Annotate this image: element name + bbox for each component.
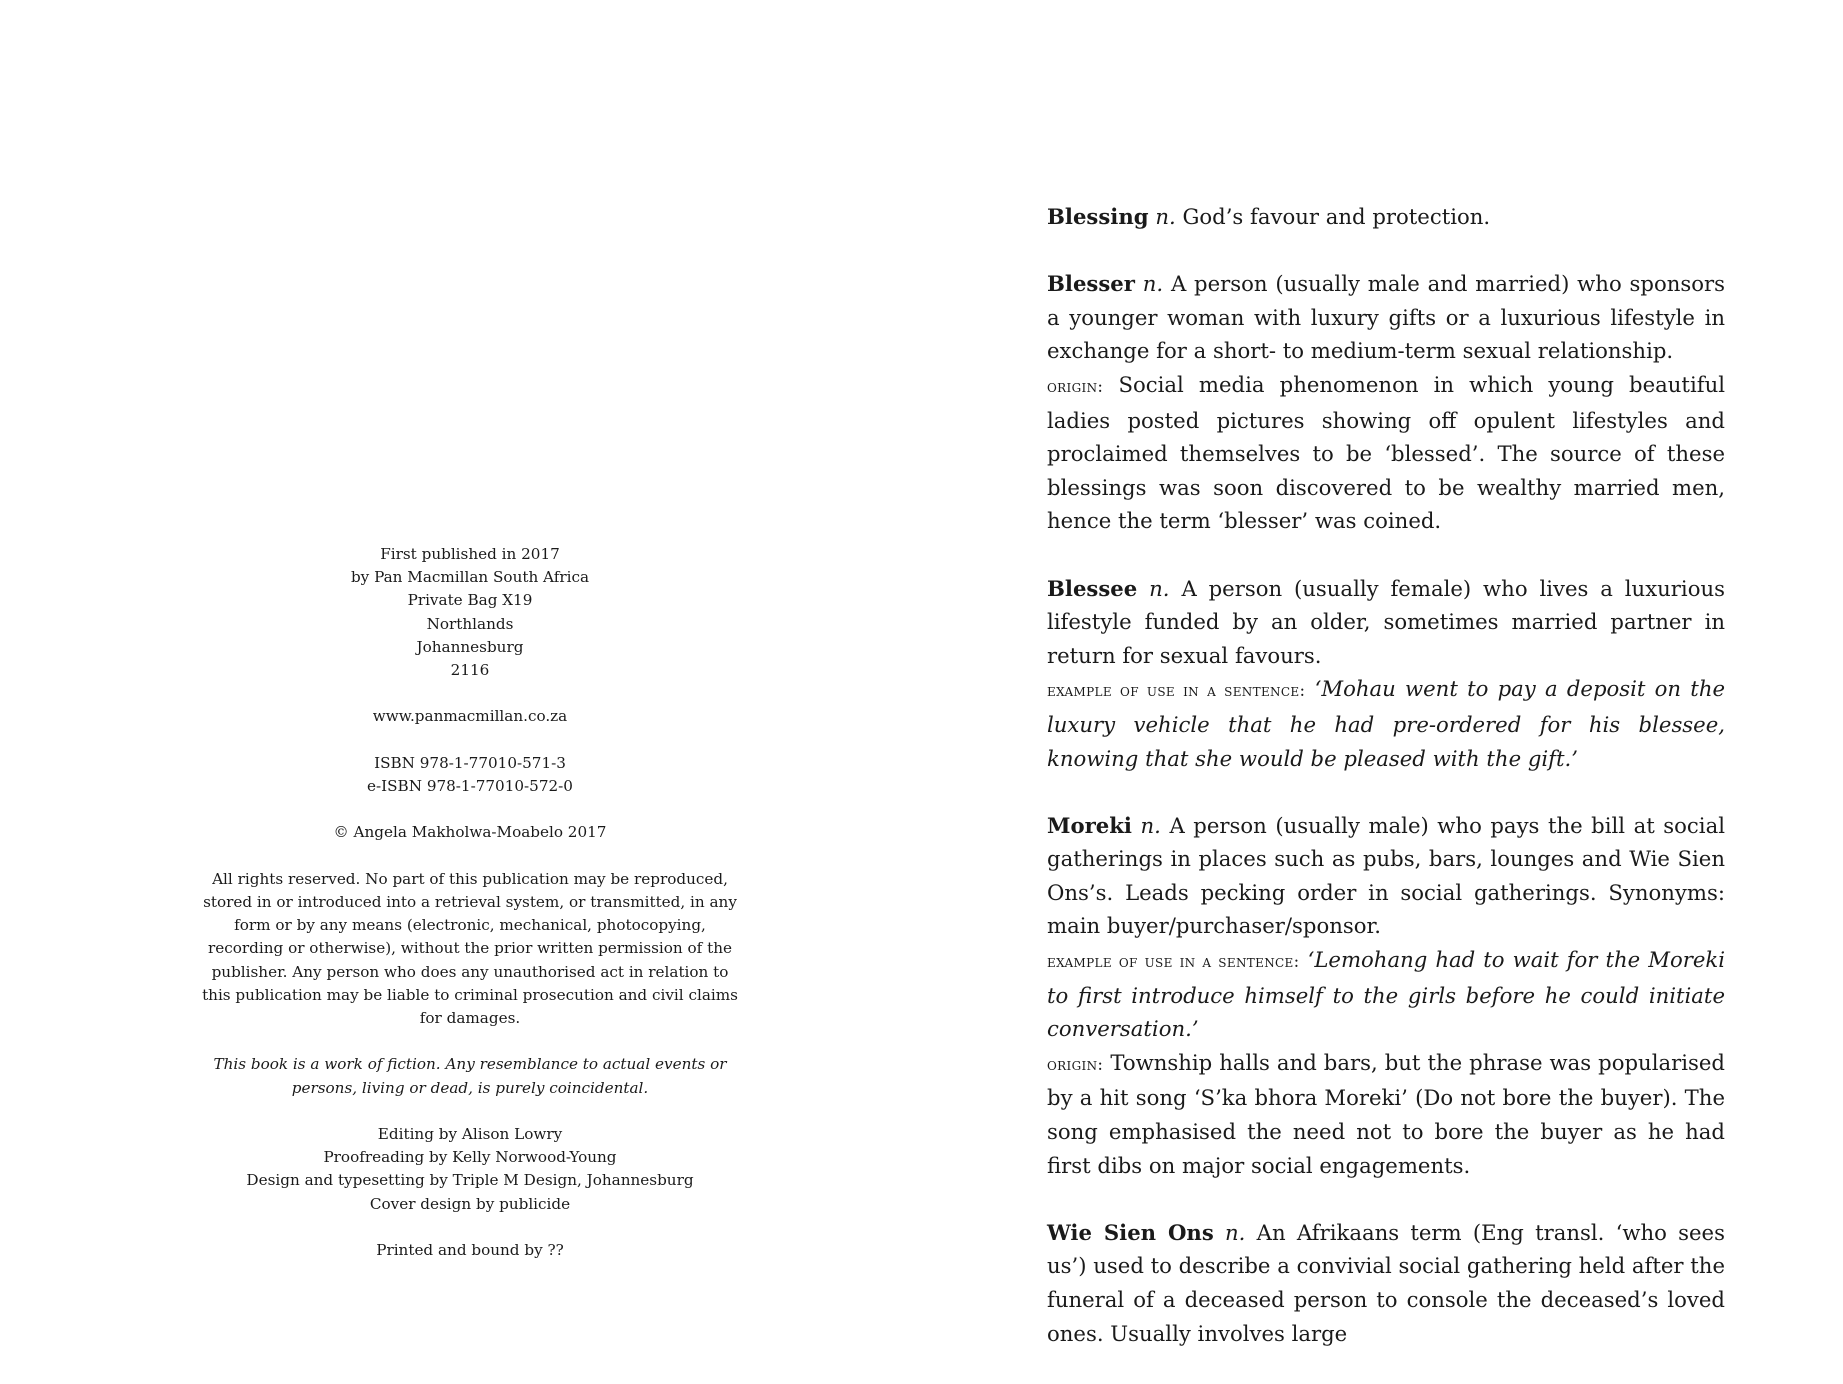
- entry-term: Moreki: [1047, 812, 1132, 838]
- glossary-entry-wie-sien-ons: [1047, 1216, 1725, 1350]
- entry-example: ‘Lemohang had to wait for the Moreki to first introduce himself to the girls before he could initiate conversation.’: [1047, 947, 1725, 1042]
- rights-statement: All rights reserved. No part of this publication may be reproduced, stored in or introduced into a retrieval system, or transmitted, in any form or by any means (electronic, mechanical, photocopying, recording or otherwise), without the prior written permission of the publisher. Any person who does any unauthorised act in relation to this publication may be liable to criminal prosecution and civil claims for damages.: [202, 869, 738, 1027]
- e-isbn: e-ISBN 978-1-77010-572-0: [367, 777, 573, 795]
- entry-definition: A person (usually female) who lives a luxurious lifestyle funded by an older, sometimes married partner in return for sexual favours.: [1047, 575, 1725, 668]
- part-of-speech: n.: [1142, 271, 1164, 297]
- entry-term: Blessing: [1047, 204, 1149, 229]
- glossary-entry-moreki: [1047, 809, 1725, 1183]
- part-of-speech: n.: [1155, 204, 1176, 229]
- part-of-speech: n.: [1225, 1219, 1246, 1245]
- isbn: ISBN 978-1-77010-571-3: [374, 753, 566, 772]
- entry-term: Wie Sien Ons: [1047, 1219, 1214, 1245]
- publisher-line: Private Bag X19: [407, 591, 533, 610]
- entry-definition: A person (usually male) who pays the bill at social gatherings in places such as pubs, bars, lounges and Wie Sien Ons’s. Leads pecking order in social gatherings. Synonyms: main buyer/purchaser/sponsor.: [1047, 812, 1725, 939]
- glossary: [1047, 200, 1725, 1384]
- publisher-line: First published in 2017: [380, 545, 560, 563]
- fiction-disclaimer: This book is a work of fiction. Any resemblance to actual events or persons, living or dead, is purely coincidental.: [213, 1055, 727, 1097]
- credit-line: Proofreading by Kelly Norwood-Young: [323, 1148, 617, 1167]
- copyright-imprint: [200, 543, 740, 1262]
- part-of-speech: n.: [1140, 812, 1161, 838]
- origin-label: origin:: [1047, 1054, 1104, 1074]
- printer-line: Printed and bound by ??: [376, 1240, 564, 1259]
- example-label: example of use in a sentence:: [1047, 681, 1306, 701]
- credit-line: Cover design by publicide: [369, 1194, 571, 1213]
- credit-line: Design and typesetting by Triple M Design, Johannesburg: [246, 1171, 694, 1190]
- entry-term: Blesser: [1047, 271, 1135, 297]
- entry-origin: Social media phenomenon in which young beautiful ladies posted pictures showing off opulent lifestyles and proclaimed themselves to be ‘blessed’. The source of these blessings was soon discovered to be wealthy married men, hence the term ‘blesser’ was coined.: [1047, 371, 1725, 534]
- glossary-entry-blesser: [1047, 267, 1725, 538]
- origin-label: origin:: [1047, 376, 1104, 396]
- publisher-line: by Pan Macmillan South Africa: [350, 568, 590, 587]
- entry-definition: God’s favour and protection.: [1182, 204, 1491, 229]
- publisher-line: Northlands: [426, 614, 514, 633]
- example-label: example of use in a sentence:: [1047, 952, 1300, 972]
- glossary-entry-blessing: [1047, 200, 1725, 234]
- entry-definition: An Afrikaans term (Eng transl. ‘who sees us’) used to describe a convivial social gathering held after the funeral of a deceased person to console the deceased’s loved ones. Usually involves large: [1047, 1219, 1725, 1346]
- entry-term: Blessee: [1047, 575, 1138, 601]
- copyright-notice: © Angela Makholwa-Moabelo 2017: [333, 823, 607, 842]
- entry-example: ‘Mohau went to pay a deposit on the luxury vehicle that he had pre-ordered for his blessee, knowing that she would be pleased with the gift.’: [1047, 676, 1726, 771]
- publisher-website: www.panmacmillan.co.za: [372, 707, 568, 726]
- publisher-line: Johannesburg: [416, 637, 524, 656]
- credit-line: Editing by Alison Lowry: [377, 1124, 563, 1143]
- entry-origin: Township halls and bars, but the phrase was popularised by a hit song ‘S’ka bhora Moreki’ (Do not bore the buyer). The song emphasised the need not to bore the buyer as he had first dibs on major social engagements.: [1047, 1049, 1725, 1178]
- publisher-line: 2116: [450, 661, 490, 680]
- part-of-speech: n.: [1149, 575, 1170, 601]
- glossary-entry-blessee: [1047, 572, 1725, 776]
- entry-definition: A person (usually male and married) who sponsors a younger woman with luxury gifts or a luxurious lifestyle in exchange for a short- to medium-term sexual relationship.: [1047, 271, 1725, 364]
